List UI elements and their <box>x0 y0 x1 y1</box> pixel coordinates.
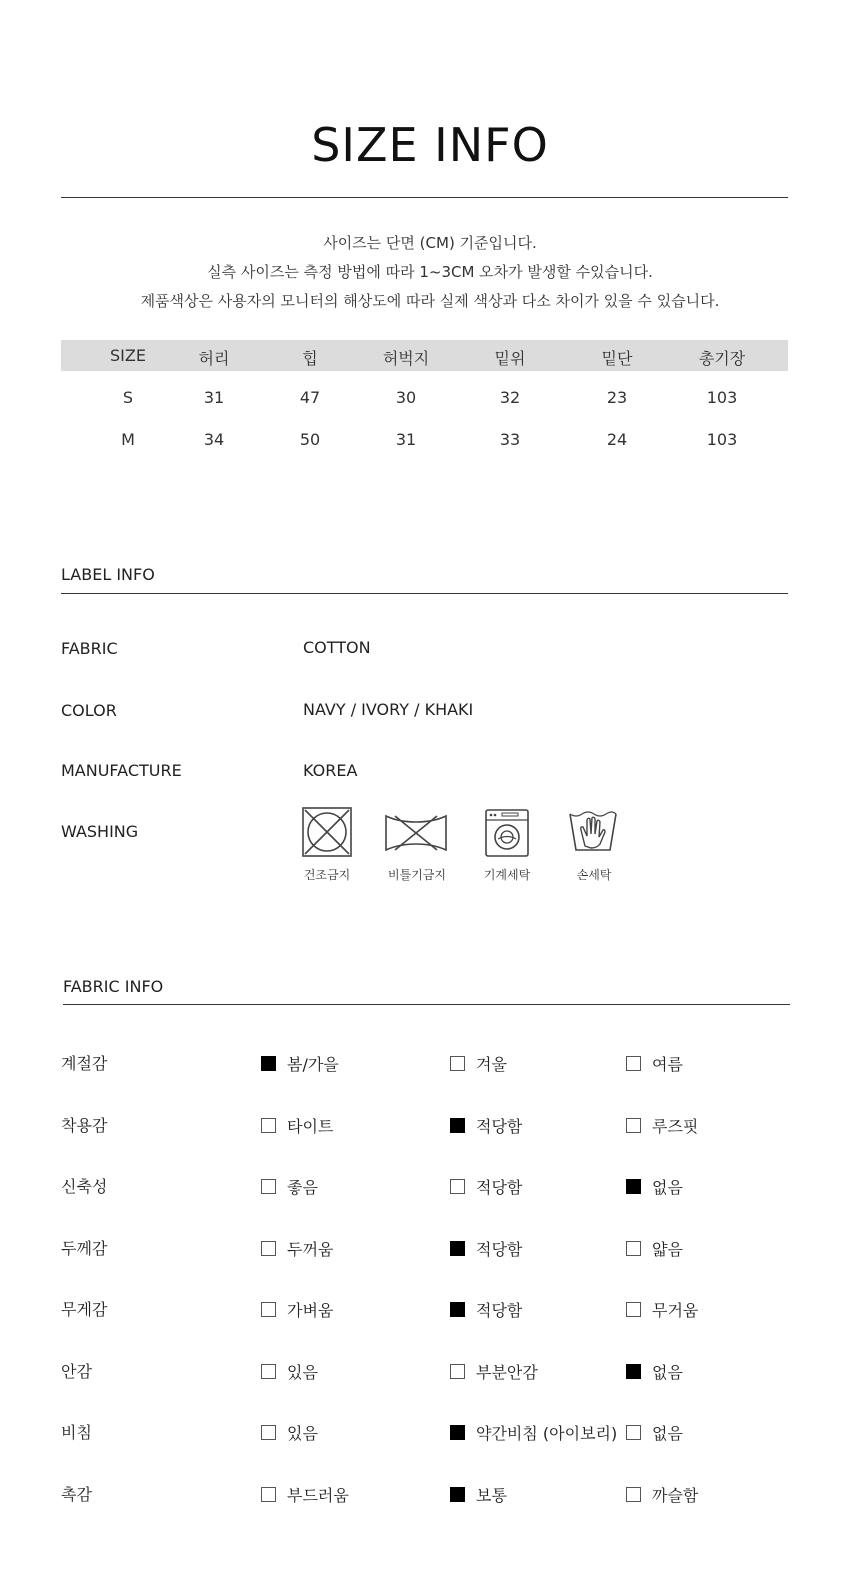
fabric-option-label: 없음 <box>652 1362 683 1382</box>
unchecked-box-icon <box>261 1302 276 1317</box>
fabric-option-label: 있음 <box>287 1362 318 1382</box>
fabric-option <box>626 1298 698 1321</box>
unchecked-box-icon <box>261 1364 276 1379</box>
hand-wash-caption: 손세탁 <box>576 868 612 882</box>
fabric-option <box>626 1483 698 1506</box>
title-divider <box>61 197 788 198</box>
unchecked-box-icon <box>626 1425 641 1440</box>
unchecked-box-icon <box>626 1056 641 1071</box>
fabric-row-label: 비침 <box>61 1423 92 1442</box>
fabric-option-label: 여름 <box>652 1055 683 1074</box>
fabric-option <box>626 1421 683 1444</box>
fabric-option <box>450 1421 617 1444</box>
washing-key: WASHING <box>61 822 139 841</box>
fabric-option-label: 좋음 <box>287 1178 318 1197</box>
fabric-option-label: 적당함 <box>476 1116 523 1136</box>
size-table-header-cell: 총기장 <box>698 349 746 368</box>
fabric-row-label: 촉감 <box>61 1484 92 1504</box>
fabric-option-label: 루즈핏 <box>652 1116 699 1136</box>
fabric-row-label: 착용감 <box>61 1115 108 1135</box>
fabric-option-label: 약간비침 (아이보리) <box>476 1424 618 1443</box>
fabric-option-label: 얇음 <box>652 1239 683 1259</box>
manufacture-value: KOREA <box>303 761 358 780</box>
size-table-cell: S <box>122 388 134 407</box>
fabric-value: COTTON <box>303 638 371 657</box>
fabric-option-label: 가벼움 <box>287 1301 334 1320</box>
no-tumble-dry-icon <box>301 806 353 858</box>
size-table-cell: M <box>121 430 135 449</box>
fabric-option-label: 부드러움 <box>287 1485 349 1505</box>
size-table-cell: 24 <box>606 430 628 449</box>
fabric-option <box>450 1175 522 1198</box>
checked-box-icon <box>626 1179 641 1194</box>
size-table-header-cell: 허리 <box>198 349 230 368</box>
size-note-1: 사이즈는 단면 (CM) 기준입니다. <box>323 234 537 252</box>
washing-machine-caption: 기계세탁 <box>483 868 531 882</box>
fabric-option <box>261 1237 333 1260</box>
size-table-cell: 47 <box>299 388 321 407</box>
fabric-option <box>261 1052 339 1075</box>
size-table-cell: 31 <box>203 388 225 407</box>
fabric-info-divider <box>63 1004 790 1005</box>
fabric-option-label: 두꺼움 <box>287 1239 334 1259</box>
fabric-option <box>261 1175 318 1198</box>
checked-box-icon <box>450 1425 465 1440</box>
fabric-option <box>261 1360 318 1383</box>
fabric-option-label: 적당함 <box>476 1301 523 1320</box>
fabric-option <box>450 1298 522 1321</box>
fabric-option <box>261 1114 333 1137</box>
fabric-row-label: 두께감 <box>61 1238 108 1258</box>
fabric-row-label: 신축성 <box>61 1177 108 1196</box>
fabric-option <box>626 1237 683 1260</box>
manufacture-key: MANUFACTURE <box>61 761 182 780</box>
unchecked-box-icon <box>626 1302 641 1317</box>
fabric-option <box>450 1360 538 1383</box>
fabric-option-label: 봄/가을 <box>287 1055 339 1074</box>
fabric-option <box>450 1114 522 1137</box>
no-wring-caption: 비틀기금지 <box>388 868 446 882</box>
fabric-option-label: 까슬함 <box>652 1485 699 1505</box>
size-table-header-cell: SIZE <box>110 346 146 365</box>
fabric-option-label: 적당함 <box>476 1239 523 1259</box>
color-value: NAVY / IVORY / KHAKI <box>303 700 474 719</box>
unchecked-box-icon <box>626 1241 641 1256</box>
fabric-option <box>450 1483 507 1506</box>
size-table-cell: 30 <box>395 388 417 407</box>
color-key: COLOR <box>61 701 117 720</box>
checked-box-icon <box>450 1241 465 1256</box>
checked-box-icon <box>261 1056 276 1071</box>
fabric-row-label: 무게감 <box>61 1300 108 1319</box>
fabric-option-label: 있음 <box>287 1424 318 1443</box>
size-table-cell: 31 <box>395 430 417 449</box>
size-note-2: 실측 사이즈는 측정 방법에 따라 1~3CM 오차가 발생할 수있습니다. <box>207 263 653 281</box>
unchecked-box-icon <box>261 1241 276 1256</box>
fabric-option <box>626 1175 683 1198</box>
no-tumble-dry-caption: 건조금지 <box>303 868 351 882</box>
fabric-row-label: 계절감 <box>61 1054 108 1073</box>
checked-box-icon <box>450 1302 465 1317</box>
fabric-option-label: 부분안감 <box>476 1362 538 1382</box>
label-info-title: LABEL INFO <box>61 565 155 584</box>
fabric-option-label: 적당함 <box>476 1178 523 1197</box>
fabric-option <box>626 1052 683 1075</box>
unchecked-box-icon <box>450 1179 465 1194</box>
fabric-option-label: 겨울 <box>476 1055 507 1074</box>
size-table-header-cell: 허벅지 <box>382 349 430 368</box>
size-table-header-cell: 힙 <box>302 349 318 368</box>
fabric-option-label: 보통 <box>476 1485 507 1505</box>
size-table-header-cell: 밑단 <box>601 349 633 368</box>
fabric-option <box>261 1421 318 1444</box>
unchecked-box-icon <box>450 1364 465 1379</box>
fabric-key: FABRIC <box>61 639 118 658</box>
checked-box-icon <box>450 1118 465 1133</box>
unchecked-box-icon <box>261 1179 276 1194</box>
fabric-option-label: 타이트 <box>287 1116 334 1136</box>
unchecked-box-icon <box>626 1118 641 1133</box>
unchecked-box-icon <box>450 1056 465 1071</box>
unchecked-box-icon <box>261 1425 276 1440</box>
label-info-divider <box>61 593 788 594</box>
size-table-cell: 103 <box>706 430 738 449</box>
fabric-option-label: 없음 <box>652 1424 683 1443</box>
fabric-info-title: FABRIC INFO <box>63 977 164 996</box>
size-table-cell: 50 <box>299 430 321 449</box>
fabric-row-label: 안감 <box>61 1361 92 1381</box>
unchecked-box-icon <box>261 1487 276 1502</box>
fabric-option-label: 없음 <box>652 1178 683 1197</box>
fabric-option <box>626 1360 683 1383</box>
checked-box-icon <box>626 1364 641 1379</box>
size-info-title: SIZE INFO <box>311 118 549 172</box>
size-table-cell: 33 <box>499 430 521 449</box>
size-table-header-cell: 밑위 <box>494 349 526 368</box>
unchecked-box-icon <box>626 1487 641 1502</box>
size-note-3: 제품색상은 사용자의 모니터의 해상도에 따라 실제 색상과 다소 차이가 있을 수 있습니다. <box>140 292 720 310</box>
fabric-option <box>261 1483 349 1506</box>
hand-wash-icon <box>567 806 619 856</box>
checked-box-icon <box>450 1487 465 1502</box>
fabric-option <box>450 1052 507 1075</box>
size-table-cell: 23 <box>606 388 628 407</box>
size-table-cell: 32 <box>499 388 521 407</box>
unchecked-box-icon <box>261 1118 276 1133</box>
fabric-option <box>450 1237 522 1260</box>
washing-machine-icon <box>484 808 530 858</box>
no-wring-icon <box>383 810 449 856</box>
fabric-option-label: 무거움 <box>652 1301 699 1320</box>
size-table-cell: 34 <box>203 430 225 449</box>
fabric-option <box>261 1298 333 1321</box>
fabric-option <box>626 1114 698 1137</box>
size-table-cell: 103 <box>706 388 738 407</box>
